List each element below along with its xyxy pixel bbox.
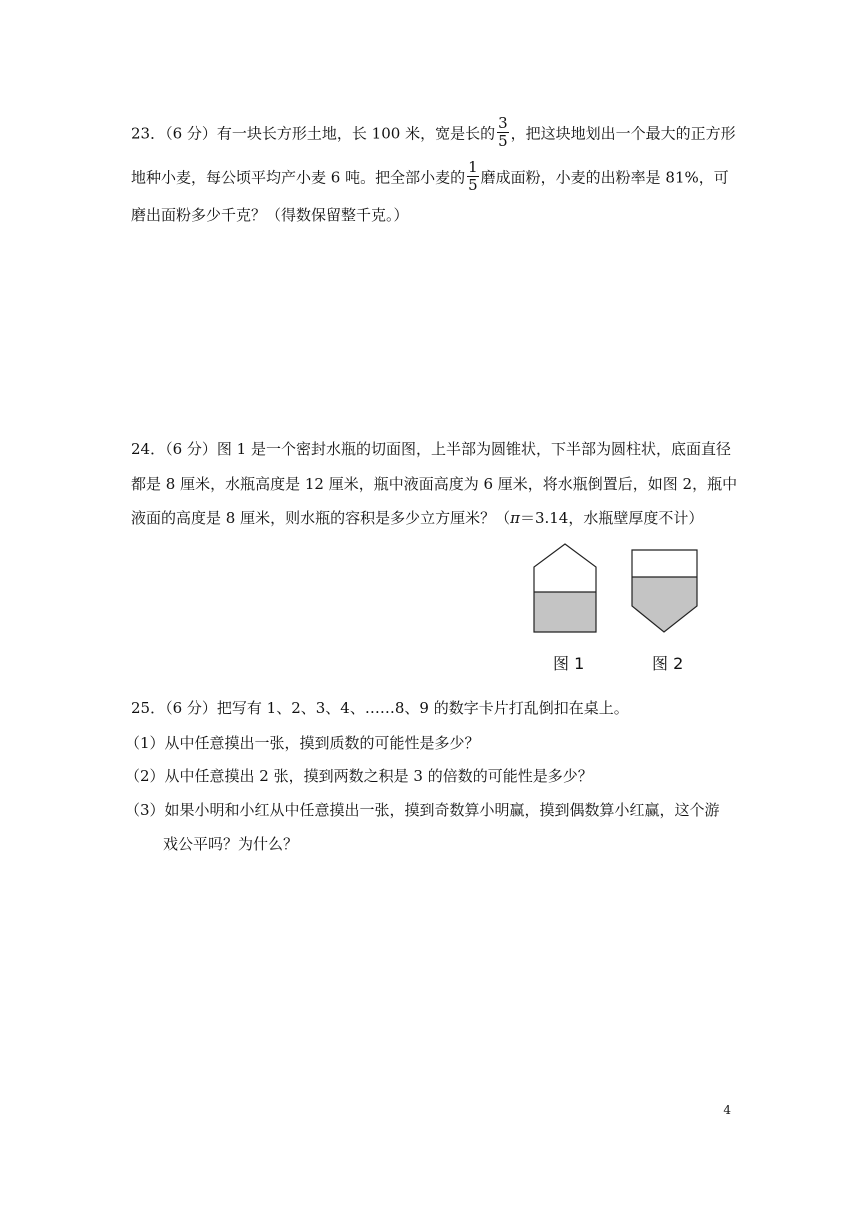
q25-part-3a: （3）如果小明和小红从中任意摸出一张，摸到奇数算小明赢，摸到偶数算小红赢，这个游: [125, 801, 720, 819]
figure-1-label: 图 1: [553, 654, 585, 673]
fraction-three-fifths: $\frac{3}{5}$: [498, 114, 508, 150]
page-number: 4: [723, 1103, 731, 1117]
figure-2-bottle-inverted: [628, 546, 702, 638]
fig1-liquid: [534, 592, 596, 632]
q23-line-3: 磨出面粉多少千克？（得数保留整千克。）: [131, 206, 409, 224]
q25-part-1: （1）从中任意摸出一张，摸到质数的可能性是多少？: [125, 734, 480, 752]
q23-text-1a: 23．（6 分）有一块长方形土地，长 100 米，宽是长的: [131, 124, 496, 143]
q24-text-3a: 液面的高度是 8 厘米，则水瓶的容积是多少立方厘米？（: [131, 509, 511, 527]
figure-2-label: 图 2: [652, 654, 684, 673]
q23-text-1b: ，把这块地划出一个最大的正方形: [510, 124, 736, 143]
q25-line-1: 25．（6 分）把写有 1、2、3、4、……8、9 的数字卡片打乱倒扣在桌上。: [131, 699, 629, 717]
q25-part-2: （2）从中任意摸出 2 张，摸到两数之积是 3 的倍数的可能性是多少？: [125, 767, 593, 785]
figure-1-bottle-upright: [530, 540, 602, 638]
q23-line-2: [131, 158, 729, 196]
q24-line-1: 24．（6 分）图 1 是一个密封水瓶的切面图，上半部为圆锥状，下半部为圆柱状，底面直径: [131, 440, 731, 458]
q24-text-3b: ＝3.14，水瓶壁厚度不计）: [519, 509, 704, 527]
q23-text-2b: 磨成面粉，小麦的出粉率是 81%，可: [480, 168, 729, 187]
q24-line-3: [131, 508, 703, 528]
q25-part-3b: 戏公平吗？为什么？: [163, 835, 299, 853]
pi-symbol: π: [510, 509, 520, 527]
q24-line-2: 都是 8 厘米，水瓶高度是 12 厘米，瓶中液面高度为 6 厘米，将水瓶倒置后，如图 2，瓶中: [131, 475, 738, 493]
q23-line-1: [131, 114, 736, 152]
q23-text-2a: 地种小麦，每公顷平均产小麦 6 吨。把全部小麦的: [131, 168, 466, 187]
fig2-liquid: [632, 577, 697, 632]
fraction-one-fifth: $\frac{1}{5}$: [468, 158, 478, 194]
